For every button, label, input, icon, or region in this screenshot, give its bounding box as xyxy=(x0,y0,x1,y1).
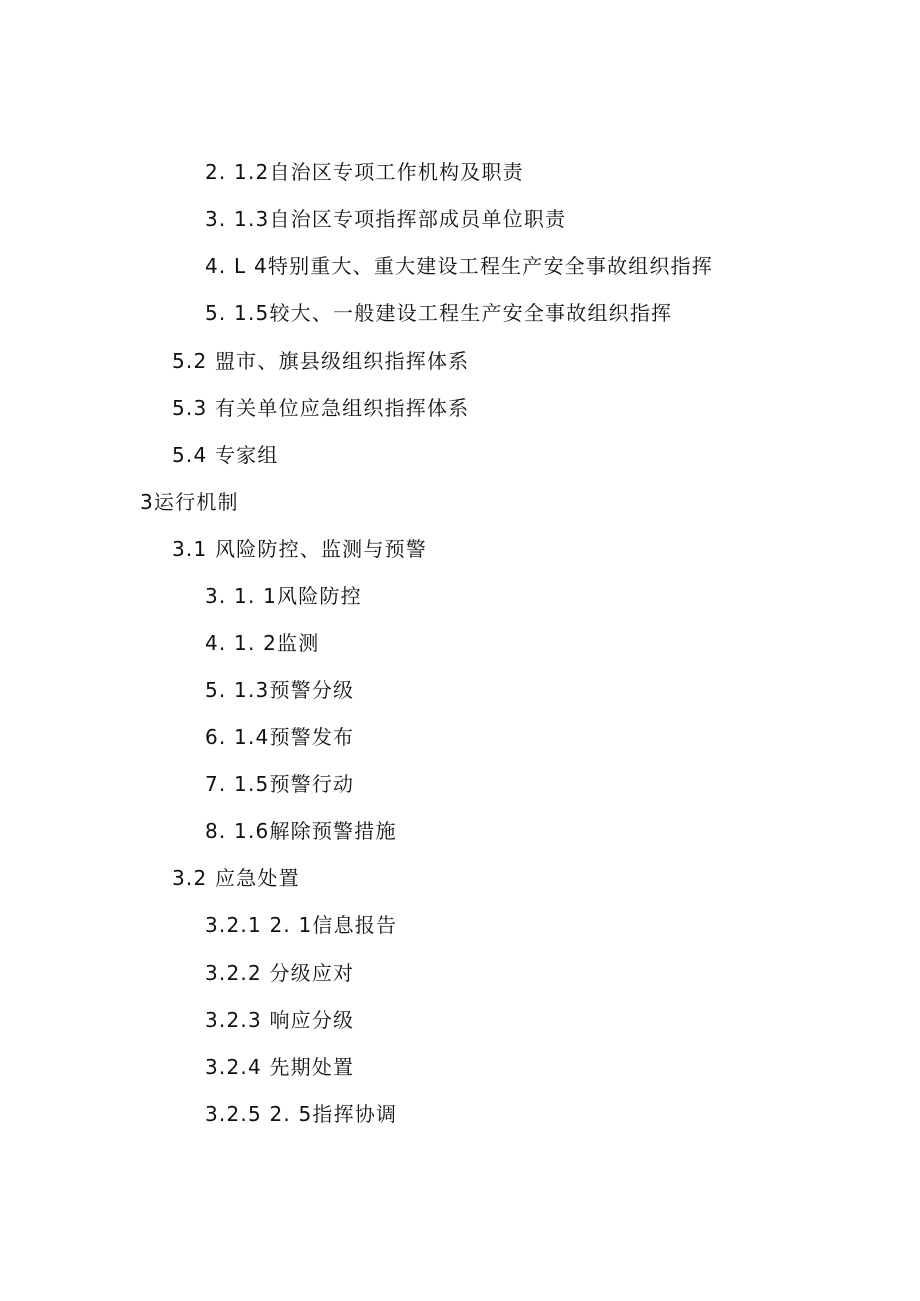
toc-entry: 5. 1.3预警分级 xyxy=(205,678,355,702)
toc-entry: 3. 1. 1风险防控 xyxy=(205,584,362,608)
toc-entry: 4. L 4特别重大、重大建设工程生产安全事故组织指挥 xyxy=(205,254,714,278)
toc-entry: 3.1 风险防控、监测与预警 xyxy=(172,537,427,561)
toc-entry: 3. 1.3自治区专项指挥部成员单位职责 xyxy=(205,207,567,231)
toc-entry: 3.2.1 2. 1信息报告 xyxy=(205,913,398,937)
toc-entry: 5.2 盟市、旗县级组织指挥体系 xyxy=(172,349,470,373)
toc-entry: 5.4 专家组 xyxy=(172,443,279,467)
toc-entry: 5.3 有关单位应急组织指挥体系 xyxy=(172,396,470,420)
toc-entry: 3.2.5 2. 5指挥协调 xyxy=(205,1102,398,1126)
toc-entry: 3.2.3 响应分级 xyxy=(205,1008,355,1032)
toc-entry: 2. 1.2自治区专项工作机构及职责 xyxy=(205,160,524,184)
toc-entry: 6. 1.4预警发布 xyxy=(205,725,355,749)
toc-entry: 8. 1.6解除预警措施 xyxy=(205,819,397,843)
toc-entry: 7. 1.5预警行动 xyxy=(205,772,355,796)
toc-section-heading: 3运行机制 xyxy=(140,490,239,514)
toc-entry: 3.2.4 先期处置 xyxy=(205,1055,355,1079)
toc-entry: 5. 1.5较大、一般建设工程生产安全事故组织指挥 xyxy=(205,301,673,325)
toc-entry: 3.2.2 分级应对 xyxy=(205,961,355,985)
toc-entry: 3.2 应急处置 xyxy=(172,866,300,890)
toc-entry: 4. 1. 2监测 xyxy=(205,631,320,655)
